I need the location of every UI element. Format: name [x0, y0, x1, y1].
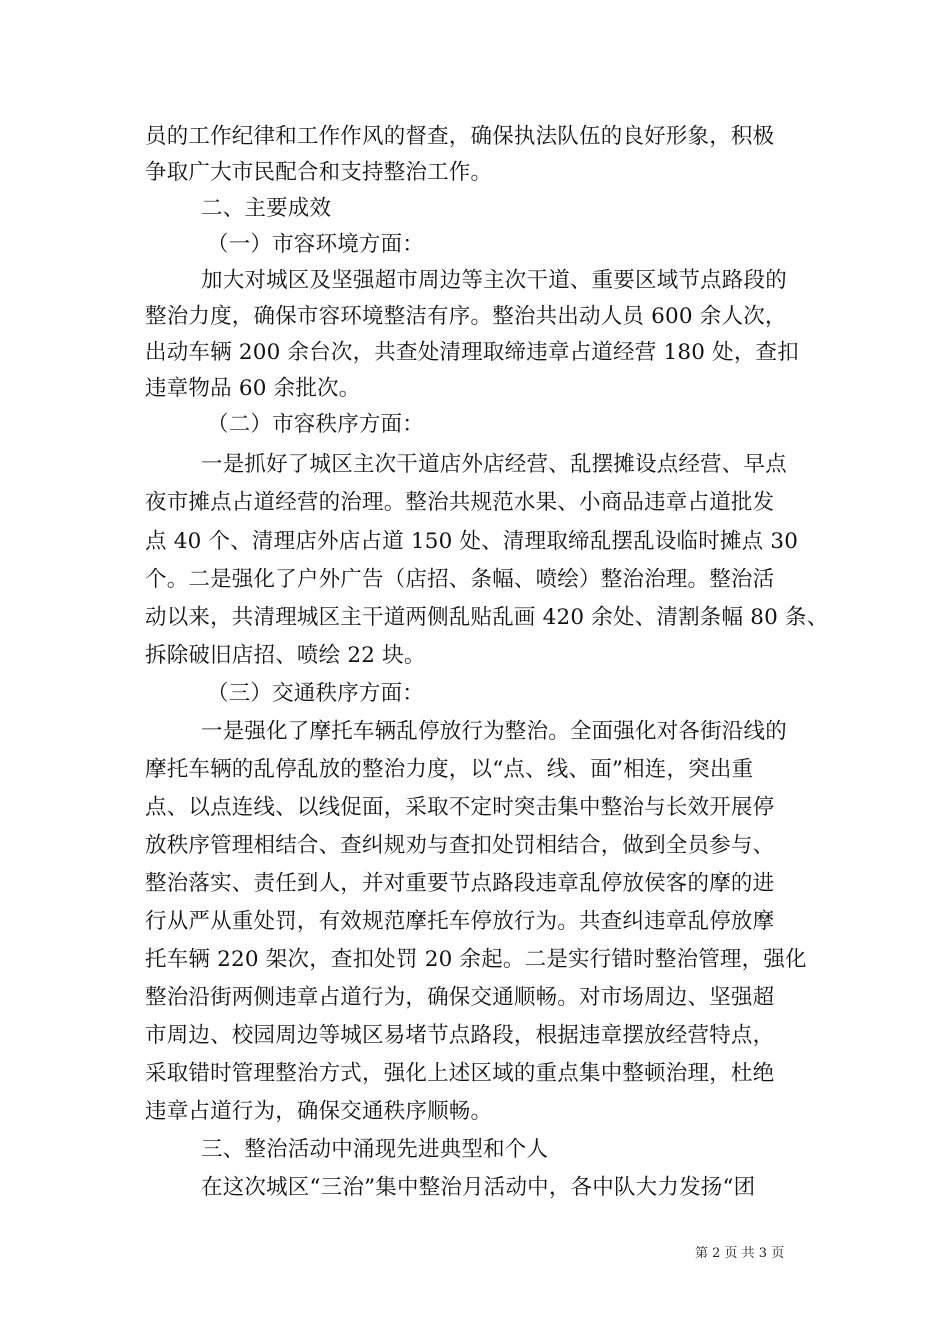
paragraph-line: 整治力度，确保市容环境整洁有序。整治共出动人员 600 余人次，: [145, 304, 787, 329]
paragraph-line: 市周边、校园周边等城区易堵节点路段，根据违章摆放经营特点，: [145, 1023, 775, 1048]
paragraph-line: 加大对城区及坚强超市周边等主次干道、重要区域节点路段的: [201, 268, 787, 293]
paragraph-line: 点、以点连线、以线促面，采取不定时突击集中整治与长效开展停: [145, 795, 775, 820]
paragraph-line: 放秩序管理相结合、查纠规劝与查扣处罚相结合，做到全员参与、: [145, 833, 775, 858]
subsection-heading: （二）市容秩序方面：: [207, 412, 425, 437]
paragraph-line: 点 40 个、清理店外店占道 150 处、清理取缔乱摆乱设临时摊点 30: [145, 529, 799, 554]
paragraph-line: 出动车辆 200 余台次，共查处清理取缔违章占道经营 180 处，查扣: [145, 340, 799, 365]
paragraph-line: 违章占道行为，确保交通秩序顺畅。: [145, 1099, 493, 1124]
paragraph-line: 整治沿街两侧违章占道行为，确保交通顺畅。对市场周边、坚强超: [145, 985, 775, 1010]
paragraph-line: 争取广大市民配合和支持整治工作。: [145, 160, 493, 185]
paragraph-line: 摩托车辆的乱停乱放的整治力度，以“点、线、面”相连，突出重: [145, 757, 754, 782]
paragraph-line: 拆除破旧店招、喷绘 22 块。: [145, 643, 426, 668]
paragraph-line: 一是强化了摩托车辆乱停放行为整治。全面强化对各街沿线的: [201, 719, 787, 744]
paragraph-line: 动以来，共清理城区主干道两侧乱贴乱画 420 余处、清割条幅 80 条、: [145, 605, 829, 630]
subsection-heading: （一）市容环境方面：: [207, 232, 425, 257]
paragraph-line: 违章物品 60 余批次。: [145, 376, 361, 401]
paragraph-line: 行从严从重处罚，有效规范摩托车停放行为。共查纠违章乱停放摩: [145, 909, 775, 934]
paragraph-line: 员的工作纪律和工作作风的督查，确保执法队伍的良好形象，积极: [145, 124, 775, 149]
paragraph-line: 一是抓好了城区主次干道店外店经营、乱摆摊设点经营、早点: [201, 452, 787, 477]
paragraph-line: 个。二是强化了户外广告（店招、条幅、喷绘）整治治理。整治活: [145, 567, 775, 592]
section-heading: 二、主要成效: [201, 196, 332, 221]
paragraph-line: 整治落实、责任到人，并对重要节点路段违章乱停放侯客的摩的进: [145, 871, 775, 896]
paragraph-line: 夜市摊点占道经营的治理。整治共规范水果、小商品违章占道批发: [145, 490, 775, 515]
paragraph-line: 采取错时管理整治方式，强化上述区域的重点集中整顿治理，杜绝: [145, 1061, 775, 1086]
section-heading: 三、整治活动中涌现先进典型和个人: [201, 1137, 549, 1162]
paragraph-line: 托车辆 220 架次，查扣处罚 20 余起。二是实行错时整治管理，强化: [145, 947, 807, 972]
page-number: 第 2 页 共 3 页: [695, 1246, 785, 1261]
subsection-heading: （三）交通秩序方面：: [207, 681, 425, 706]
paragraph-line: 在这次城区“三治”集中整治月活动中，各中队大力发扬“团: [201, 1175, 756, 1200]
